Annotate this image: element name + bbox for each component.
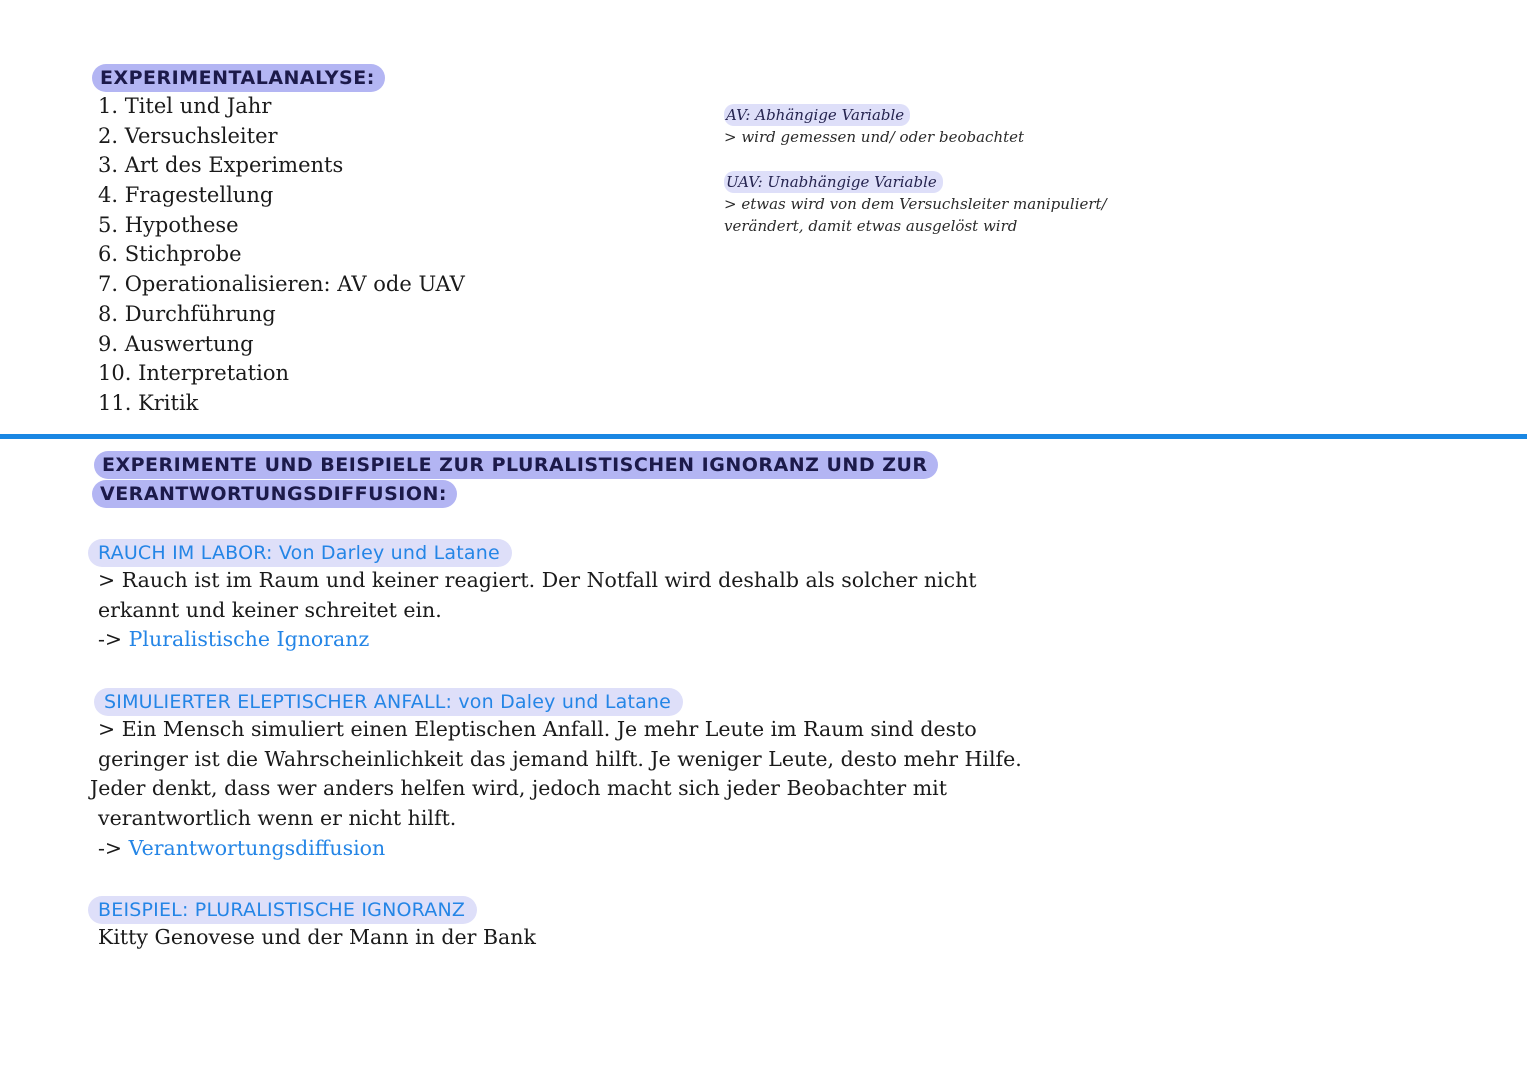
arrow-label: -> xyxy=(98,627,123,652)
experiments-heading-line-2: VERANTWORTUNGSDIFFUSION: xyxy=(92,480,457,508)
seizure-line-1: > Ein Mensch simuliert einen Eleptischen Anfall. Je mehr Leute im Raum sind desto xyxy=(98,717,977,741)
example-title: BEISPIEL: PLURALISTISCHE IGNORANZ xyxy=(88,896,477,924)
analysis-heading: EXPERIMENTALANALYSE: xyxy=(92,64,385,92)
seizure-line-4: verantwortlich wenn er nicht hilft. xyxy=(98,806,457,831)
smoke-experiment-title: RAUCH IM LABOR: Von Darley und Latane xyxy=(88,539,512,567)
smoke-term: Pluralistische Ignoranz xyxy=(128,627,370,652)
analysis-steps-list xyxy=(98,92,465,419)
av-heading: AV: Abhängige Variable xyxy=(724,104,910,126)
av-note xyxy=(724,104,1024,148)
list-item: 6. Stichprobe xyxy=(98,242,242,267)
smoke-line-2: erkannt und keiner schreitet ein. xyxy=(98,597,442,622)
list-item: 10. Interpretation xyxy=(98,361,289,386)
uav-heading: UAV: Unabhängige Variable xyxy=(724,171,943,193)
av-text: > wird gemessen und/ oder beobachtet xyxy=(724,128,1025,146)
arrow-label: -> xyxy=(98,835,123,860)
list-item: 3. Art des Experiments xyxy=(98,153,344,178)
experiments-heading-line-1: EXPERIMENTE UND BEISPIELE ZUR PLURALISTISCHEN IGNORANZ UND ZUR xyxy=(94,451,938,479)
uav-text-2: verändert, damit etwas ausgelöst wird xyxy=(724,217,1018,235)
list-item: 7. Operationalisieren: AV ode UAV xyxy=(98,272,465,297)
section-divider xyxy=(0,434,1527,439)
seizure-experiment-title: SIMULIERTER ELEPTISCHER ANFALL: von Daley und Latane xyxy=(94,688,683,716)
seizure-experiment-text xyxy=(90,715,1022,864)
list-item: 8. Durchführung xyxy=(98,301,276,326)
example-text: Kitty Genovese und der Mann in der Bank xyxy=(98,925,536,949)
smoke-conclusion xyxy=(98,625,977,655)
uav-text-1: > etwas wird von dem Versuchsleiter manipuliert/ xyxy=(724,195,1107,213)
seizure-conclusion xyxy=(98,834,1022,864)
list-item: 1. Titel und Jahr xyxy=(98,94,272,118)
seizure-line-3: Jeder denkt, dass wer anders helfen wird, jedoch macht sich jeder Beobachter mit xyxy=(90,776,947,801)
seizure-term: Verantwortungsdiffusion xyxy=(128,835,386,860)
uav-note xyxy=(724,171,1107,237)
list-item: 2. Versuchsleiter xyxy=(98,123,278,148)
list-item: 4. Fragestellung xyxy=(98,183,274,208)
seizure-line-2: geringer ist die Wahrscheinlichkeit das jemand hilft. Je weniger Leute, desto mehr Hilfe. xyxy=(98,746,1022,771)
smoke-experiment-text xyxy=(98,566,977,655)
list-item: 5. Hypothese xyxy=(98,212,239,237)
list-item: 11. Kritik xyxy=(98,390,199,415)
smoke-line-1: > Rauch ist im Raum und keiner reagiert. Der Notfall wird deshalb als solcher nicht xyxy=(98,568,977,592)
list-item: 9. Auswertung xyxy=(98,331,254,356)
